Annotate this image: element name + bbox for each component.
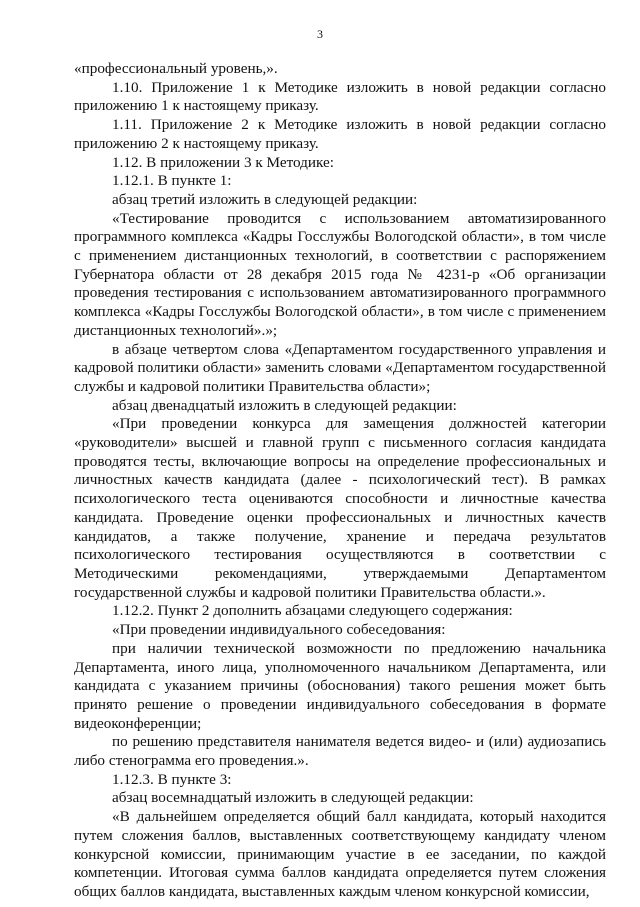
paragraph: 1.12.2. Пункт 2 дополнить абзацами следующего содержания:: [112, 602, 513, 620]
page-number: 3: [317, 27, 323, 41]
paragraph: в абзаце четвертом слова «Департаментом государственного управления и кадровой политики области» заменить словами «Департаментом государственной службы и кадровой политики Правительства области»;: [74, 340, 606, 395]
paragraph: 1.10. Приложение 1 к Методике изложить в новой редакции согласно приложению 1 к настоящему приказу.: [74, 78, 606, 115]
paragraph: «Тестирование проводится с использованием автоматизированного программного комплекса «Кадры Госслужбы Вологодской области», в том числе с применением дистанционных технологий, в соответствии с распоряжением Губернатора области от 28 декабря 2015 года № 4231-р «Об организации проведения тестирования с использованием автоматизированного программного комплекса «Кадры Госслужбы Вологодской области», в том числе с применением дистанционных технологий».»;: [74, 209, 606, 339]
paragraph: абзац двенадцатый изложить в следующей редакции:: [112, 396, 457, 414]
paragraph: 1.11. Приложение 2 к Методике изложить в новой редакции согласно приложению 2 к настоящему приказу.: [74, 116, 606, 152]
paragraph: 1.12.3. В пункте 3:: [112, 770, 232, 788]
paragraph: 1.12.1. В пункте 1:: [112, 172, 232, 190]
paragraph: «При проведении конкурса для замещения должностей категории «руководители» высшей и главной групп с письменного согласия кандидата проводятся тесты, включающие вопросы на определение профессиональных и личностных качеств кандидата (далее - психологический тест). В рамках психологического теста оцениваются способности и личностные качества кандидата. Проведение оценки профессиональных и личностных качеств кандидатов, а также получение, хранение и передача результатов психологического тестирования осуществляются в соответствии с Методическими рекомендациями, утверждаемыми Департаментом государственной службы и кадровой политики Правительства области.».: [74, 415, 606, 601]
document-body: [74, 60, 606, 902]
paragraph: 1.12. В приложении 3 к Методике:: [112, 153, 334, 171]
paragraph: «В дальнейшем определяется общий балл кандидата, который находится путем сложения баллов, выставленных соответствующему кандидату членом конкурсной комиссии, принимающим участие в ее заседании, по каждой компетенции. Итоговая сумма баллов кандидата определяется путем сложения общих баллов кандидата, выставленных каждым членом конкурсной комиссии,: [74, 808, 606, 900]
paragraph: по решению представителя нанимателя ведется видео- и (или) аудиозапись либо стенограмма его проведения.».: [74, 733, 606, 770]
paragraph: «профессиональный уровень,».: [74, 60, 278, 77]
paragraph: абзац третий изложить в следующей редакции:: [112, 190, 418, 208]
paragraph: при наличии технической возможности по предложению начальника Департамента, иного лица, уполномоченного начальником Департамента, или кандидата с указанием причины (обоснования) такого решения может быть принято решение о проведении индивидуального собеседования в формате видеоконференции;: [74, 639, 606, 732]
paragraph: абзац восемнадцатый изложить в следующей редакции:: [112, 789, 474, 807]
paragraph: «При проведении индивидуального собеседования:: [112, 621, 446, 639]
